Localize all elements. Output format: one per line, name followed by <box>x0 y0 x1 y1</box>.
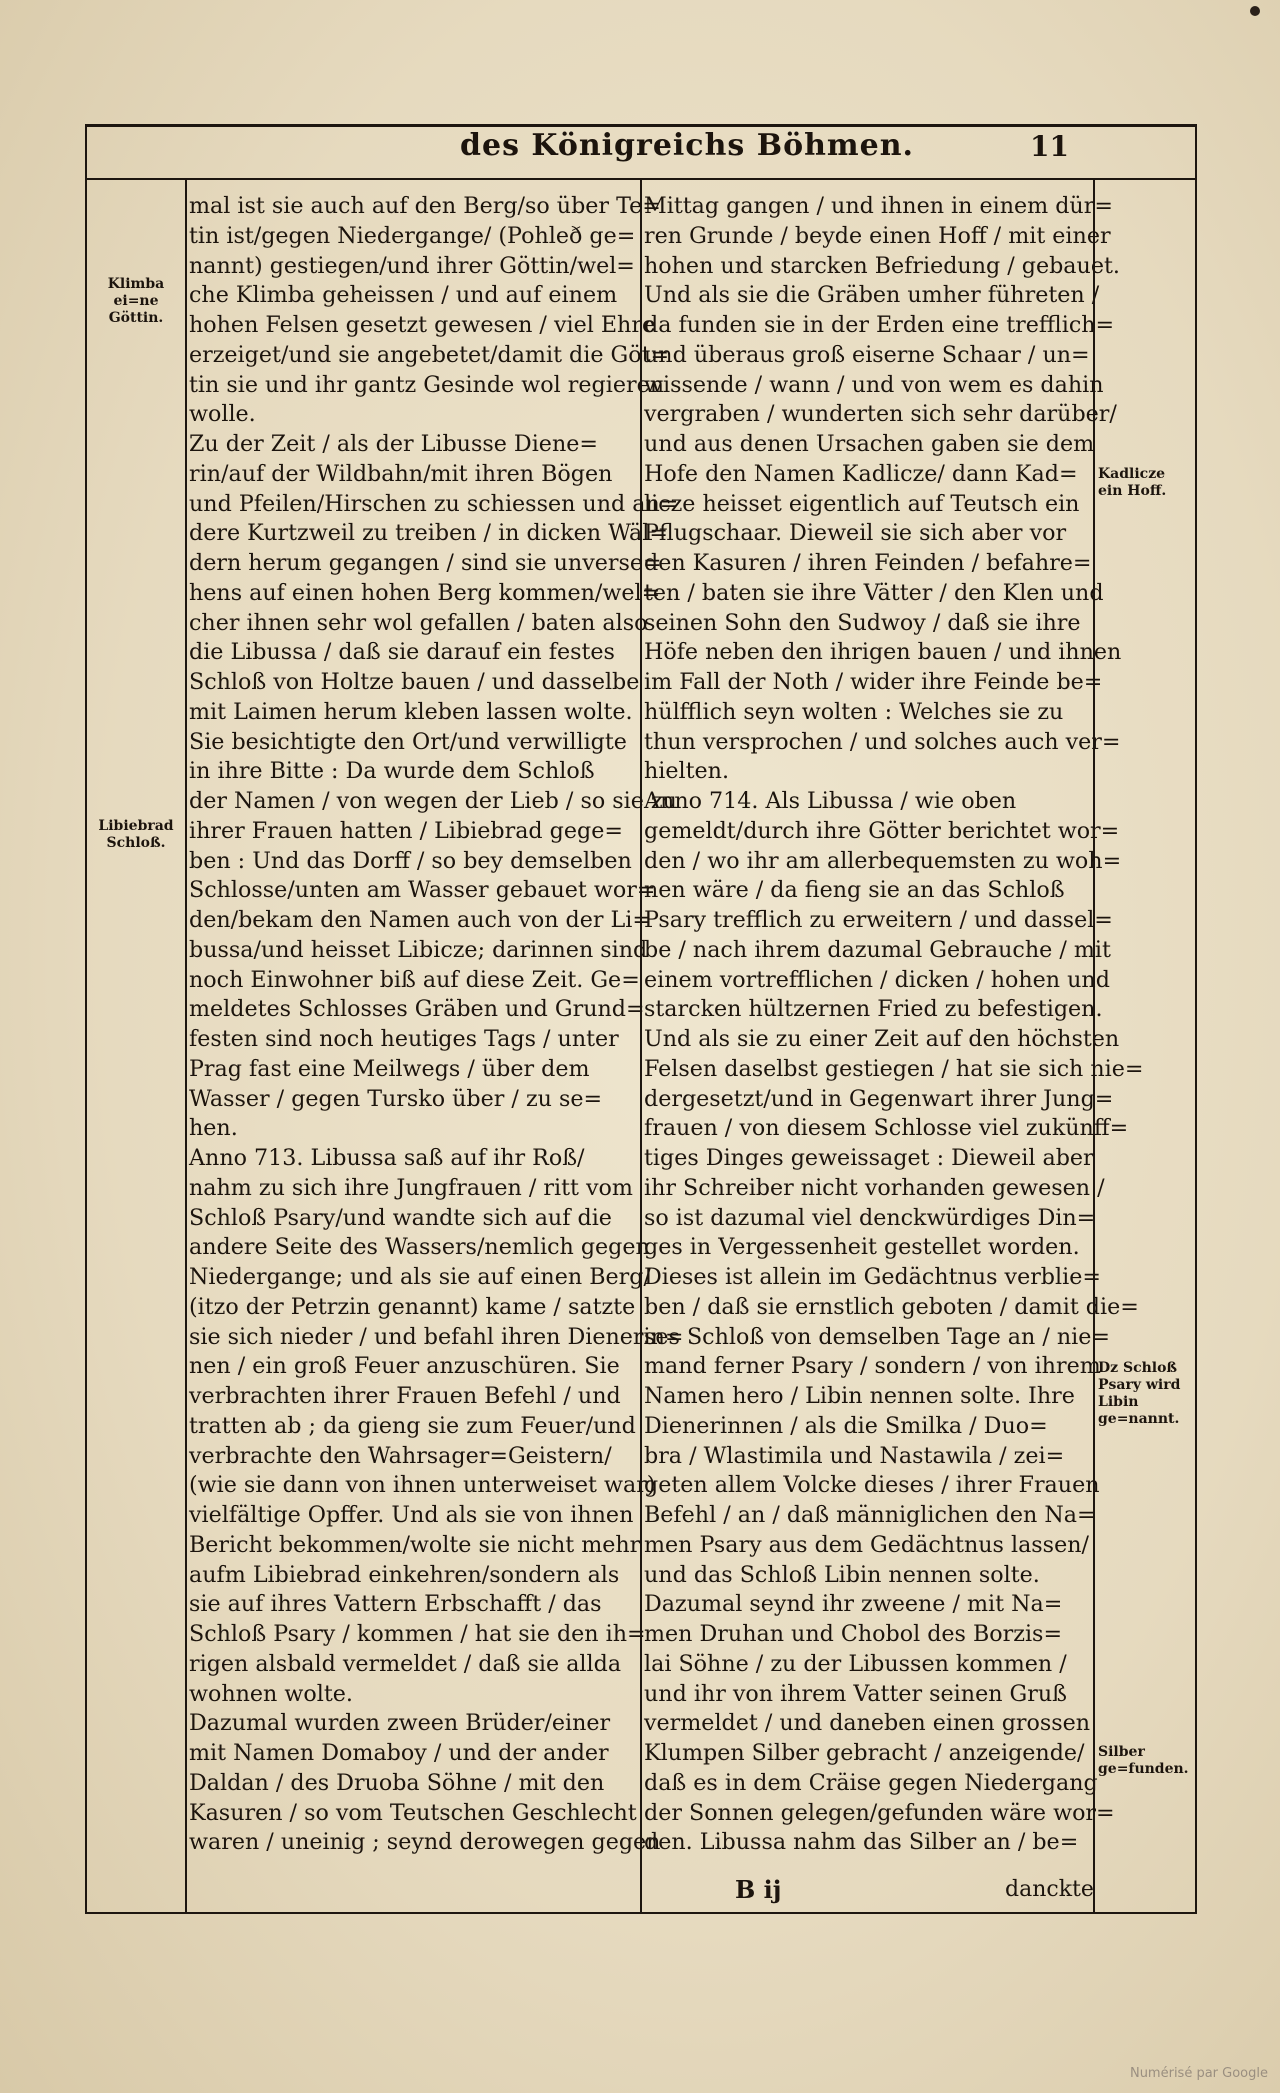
text-line: Namen hero / Libin nennen solte. Ihre <box>644 1383 1075 1409</box>
text-line: festen sind noch heutiges Tags / unter <box>189 1026 619 1052</box>
text-line: starcken hültzernen Fried zu befestigen. <box>644 996 1103 1023</box>
text-line: der Sonnen gelegen/gefunden wäre wor= <box>644 1799 1115 1826</box>
text-line: den. Libussa nahm das Silber an / be= <box>644 1829 1079 1856</box>
text-line: da funden sie in der Erden eine trefflich= <box>644 312 1115 338</box>
text-line: verbrachte den Wahrsager=Geistern/ <box>189 1442 612 1469</box>
text-line: einem vortrefflichen / dicken / hohen und <box>644 966 1110 993</box>
text-line: hen. <box>189 1115 238 1142</box>
text-line: ses Schloß von demselben Tage an / nie= <box>644 1323 1110 1350</box>
text-line: dern herum gegangen / sind sie unverse= <box>189 550 662 576</box>
left-text-column <box>189 192 684 1858</box>
text-line: geten allem Volcke dieses / ihrer Frauen <box>644 1472 1100 1499</box>
text-line: vielfältige Opffer. Und als sie von ihnen <box>189 1502 634 1528</box>
text-line: Und als sie die Gräben umher führeten / <box>644 282 1100 309</box>
text-line: wissende / wann / und von wem es dahin <box>644 371 1104 398</box>
text-line: den Kasuren / ihren Feinden / befahre= <box>644 550 1092 576</box>
text-line: andere Seite des Wassers/nemlich gegen <box>189 1234 650 1261</box>
text-line: Bericht bekommen/wolte sie nicht mehr <box>189 1531 641 1558</box>
text-line: mit Laimen herum kleben lassen wolte. <box>189 698 633 725</box>
text-line: Befehl / an / daß männiglichen den Na= <box>644 1502 1096 1528</box>
text-line: Klumpen Silber gebracht / anzeigende/ <box>644 1740 1085 1766</box>
text-line: nannt) gestiegen/und ihrer Göttin/wel= <box>189 252 635 279</box>
text-line: men Druhan und Chobol des Borzis= <box>644 1621 1063 1647</box>
text-line: sie auf ihres Vattern Erbschafft / das <box>189 1591 602 1618</box>
text-line: Pflugschaar. Dieweil sie sich aber vor <box>644 520 1067 547</box>
text-line: lai Söhne / zu der Libussen kommen / <box>644 1650 1067 1677</box>
text-line: dere Kurtzweil zu treiben / in dicken Wäl= <box>189 520 668 547</box>
text-line: Niedergange; und als sie auf einen Berg/ <box>189 1264 651 1290</box>
text-line: Dieses ist allein im Gedächtnus verblie= <box>644 1264 1101 1290</box>
text-line: daß es in dem Cräise gegen Niedergang <box>644 1769 1098 1796</box>
text-line: waren / uneinig ; seynd derowegen gegen <box>189 1829 661 1856</box>
column-gutter-rule <box>640 178 642 1912</box>
text-line: Anno 713. Libussa saß auf ihr Roß/ <box>189 1145 585 1171</box>
text-line: tin sie und ihr gantz Gesinde wol regieren <box>189 371 664 398</box>
text-line: in ihre Bitte : Da wurde dem Schloß <box>189 758 595 785</box>
text-line: tiges Dinges geweissaget : Dieweil aber <box>644 1145 1094 1171</box>
text-line: hens auf einen hohen Berg kommen/wel= <box>189 579 661 606</box>
text-line: meldetes Schlosses Gräben und Grund= <box>189 996 645 1023</box>
text-line: rin/auf der Wildbahn/mit ihren Bögen <box>189 460 613 487</box>
frame-text-left <box>185 178 187 1912</box>
text-line: und Pfeilen/Hirschen zu schiessen und an= <box>189 490 679 517</box>
text-line: hielten. <box>644 758 730 785</box>
text-line: men Psary aus dem Gedächtnus lassen/ <box>644 1531 1089 1558</box>
text-line: wolle. <box>189 401 256 428</box>
text-line: dergesetzt/und in Gegenwart ihrer Jung= <box>644 1085 1114 1112</box>
text-line: thun versprochen / und solches auch ver= <box>644 728 1121 755</box>
header-rule <box>85 124 1195 127</box>
text-line: Anno 714. Als Libussa / wie oben <box>644 788 1017 814</box>
catchword: danckte <box>1005 1877 1094 1902</box>
frame-outer-right <box>1195 124 1197 1914</box>
text-line: seinen Sohn den Sudwoy / daß sie ihre <box>644 609 1081 636</box>
text-line: ben : Und das Dorff / so bey demselben <box>189 847 632 874</box>
text-line: den / wo ihr am allerbequemsten zu woh= <box>644 847 1122 874</box>
text-line: ten / baten sie ihre Vätter / den Klen und <box>644 579 1104 606</box>
text-line: mit Namen Domaboy / und der ander <box>189 1740 609 1766</box>
text-line: verbrachten ihrer Frauen Befehl / und <box>189 1383 621 1409</box>
text-line: erzeiget/und sie angebetet/damit die Göt= <box>189 341 670 368</box>
text-line: sie sich nieder / und befahl ihren Dienerin= <box>189 1323 684 1350</box>
text-line: bra / Wlastimila und Nastawila / zei= <box>644 1442 1065 1469</box>
text-line: so ist dazumal viel denckwürdiges Din= <box>644 1204 1096 1231</box>
text-line: Felsen daselbst gestiegen / hat sie sich nie= <box>644 1055 1144 1082</box>
signature-mark: B ij <box>735 1875 782 1904</box>
margin-note-libiebrad: Libiebrad Schloß. <box>98 818 174 851</box>
text-line: bussa/und heisset Libicze; darinnen sind <box>189 936 648 963</box>
text-line: hohen und starcken Befriedung / gebauet. <box>644 252 1120 279</box>
text-line: Psary trefflich zu erweitern / und dassel= <box>644 907 1113 933</box>
text-line: hohen Felsen gesetzt gewesen / viel Ehre <box>189 312 656 338</box>
text-line: hülfflich seyn wolten : Welches sie zu <box>644 698 1064 725</box>
text-line: mand ferner Psary / sondern / von ihrem <box>644 1353 1101 1380</box>
text-line: Daldan / des Druoba Söhne / mit den <box>189 1769 605 1796</box>
text-line: Und als sie zu einer Zeit auf den höchsten <box>644 1026 1120 1052</box>
text-line: tin ist/gegen Niedergange/ (Pohleð ge= <box>189 222 636 249</box>
ink-spot <box>1250 6 1260 16</box>
text-line: vergraben / wunderten sich sehr darüber/ <box>644 401 1117 428</box>
margin-note-silber: Silber ge=funden. <box>1098 1744 1189 1777</box>
text-line: che Klimba geheissen / und auf einem <box>189 282 618 309</box>
text-line: Hofe den Namen Kadlicze/ dann Kad= <box>644 460 1078 487</box>
text-line: gemeldt/durch ihre Götter berichtet wor= <box>644 817 1120 844</box>
text-line: ihrer Frauen hatten / Libiebrad gege= <box>189 817 623 844</box>
text-line: Zu der Zeit / als der Libusse Diene= <box>189 431 598 457</box>
frame-outer-left <box>85 124 87 1914</box>
text-line: und ihr von ihrem Vatter seinen Gruß <box>644 1680 1067 1707</box>
text-line: im Fall der Noth / wider ihre Feinde be= <box>644 669 1103 695</box>
text-line: cher ihnen sehr wol gefallen / baten also <box>189 609 648 636</box>
text-line: Schloß Psary / kommen / hat sie den ih= <box>189 1621 646 1647</box>
text-line: Sie besichtigte den Ort/und verwilligte <box>189 728 627 755</box>
text-line: nen wäre / da fieng sie an das Schloß <box>644 877 1065 904</box>
text-line: und das Schloß Libin nennen solte. <box>644 1561 1040 1588</box>
text-line: ihr Schreiber nicht vorhanden gewesen / <box>644 1174 1105 1201</box>
text-line: Kasuren / so vom Teutschen Geschlecht <box>189 1799 637 1826</box>
text-line: (wie sie dann von ihnen unterweiset war) <box>189 1472 656 1499</box>
text-line: (itzo der Petrzin genannt) kame / satzte <box>189 1293 636 1320</box>
text-line: mal ist sie auch auf den Berg/so über Te= <box>189 193 661 219</box>
footer-rule <box>85 1912 1195 1914</box>
text-line: Höfe neben den ihrigen bauen / und ihnen <box>644 639 1122 666</box>
text-line: Schlosse/unten am Wasser gebauet wor= <box>189 877 656 904</box>
text-line: Schloß von Holtze bauen / und dasselbe <box>189 669 640 695</box>
digitization-watermark: Numérisé par Google <box>1129 2066 1268 2081</box>
text-line: der Namen / von wegen der Lieb / so sie zu <box>189 788 677 814</box>
text-line: Prag fast eine Meilwegs / über dem <box>189 1055 590 1082</box>
text-line: den/bekam den Namen auch von der Li= <box>189 907 651 933</box>
margin-note-psary: Dz Schloß Psary wird Libin ge=nannt. <box>1098 1360 1181 1427</box>
margin-note-kadlicze: Kadlicze ein Hoff. <box>1098 466 1167 499</box>
text-line: vermeldet / und daneben einen grossen <box>644 1710 1091 1737</box>
text-line: Dazumal seynd ihr zweene / mit Na= <box>644 1591 1063 1618</box>
text-line: Schloß Psary/und wandte sich auf die <box>189 1204 612 1231</box>
text-line: ges in Vergessenheit gestellet worden. <box>644 1234 1080 1261</box>
text-line: frauen / von diesem Schlosse viel zukünff= <box>644 1115 1129 1142</box>
text-line: noch Einwohner biß auf diese Zeit. Ge= <box>189 966 640 993</box>
text-line: wohnen wolte. <box>189 1680 353 1707</box>
text-line: ben / daß sie ernstlich geboten / damit die= <box>644 1293 1139 1320</box>
text-line: nen / ein groß Feuer anzuschüren. Sie <box>189 1353 620 1380</box>
text-line: und aus denen Ursachen gaben sie dem <box>644 431 1095 457</box>
text-line: tratten ab ; da gieng sie zum Feuer/und <box>189 1412 636 1439</box>
text-line: be / nach ihrem dazumal Gebrauche / mit <box>644 936 1111 963</box>
text-line: nahm zu sich ihre Jungfrauen / ritt vom <box>189 1174 633 1201</box>
text-line: und überaus groß eiserne Schaar / un= <box>644 341 1090 368</box>
margin-note-klimba: Klimba ei=ne Göttin. <box>107 276 165 326</box>
text-line: Wasser / gegen Tursko über / zu se= <box>189 1085 603 1112</box>
running-title: des Königreichs Böhmen. <box>460 128 914 163</box>
text-line: Mittag gangen / und ihnen in einem dür= <box>644 193 1113 219</box>
text-line: ren Grunde / beyde einen Hoff / mit einer <box>644 222 1111 249</box>
text-line: rigen alsbald vermeldet / daß sie allda <box>189 1650 622 1677</box>
text-line: licze heisset eigentlich auf Teutsch ein <box>644 490 1080 517</box>
page-number: 11 <box>1030 130 1069 163</box>
text-line: Dienerinnen / als die Smilka / Duo= <box>644 1412 1048 1439</box>
text-line: die Libussa / daß sie darauf ein festes <box>189 639 615 666</box>
text-line: aufm Libiebrad einkehren/sondern als <box>189 1561 620 1588</box>
text-line: Dazumal wurden zween Brüder/einer <box>189 1710 611 1737</box>
